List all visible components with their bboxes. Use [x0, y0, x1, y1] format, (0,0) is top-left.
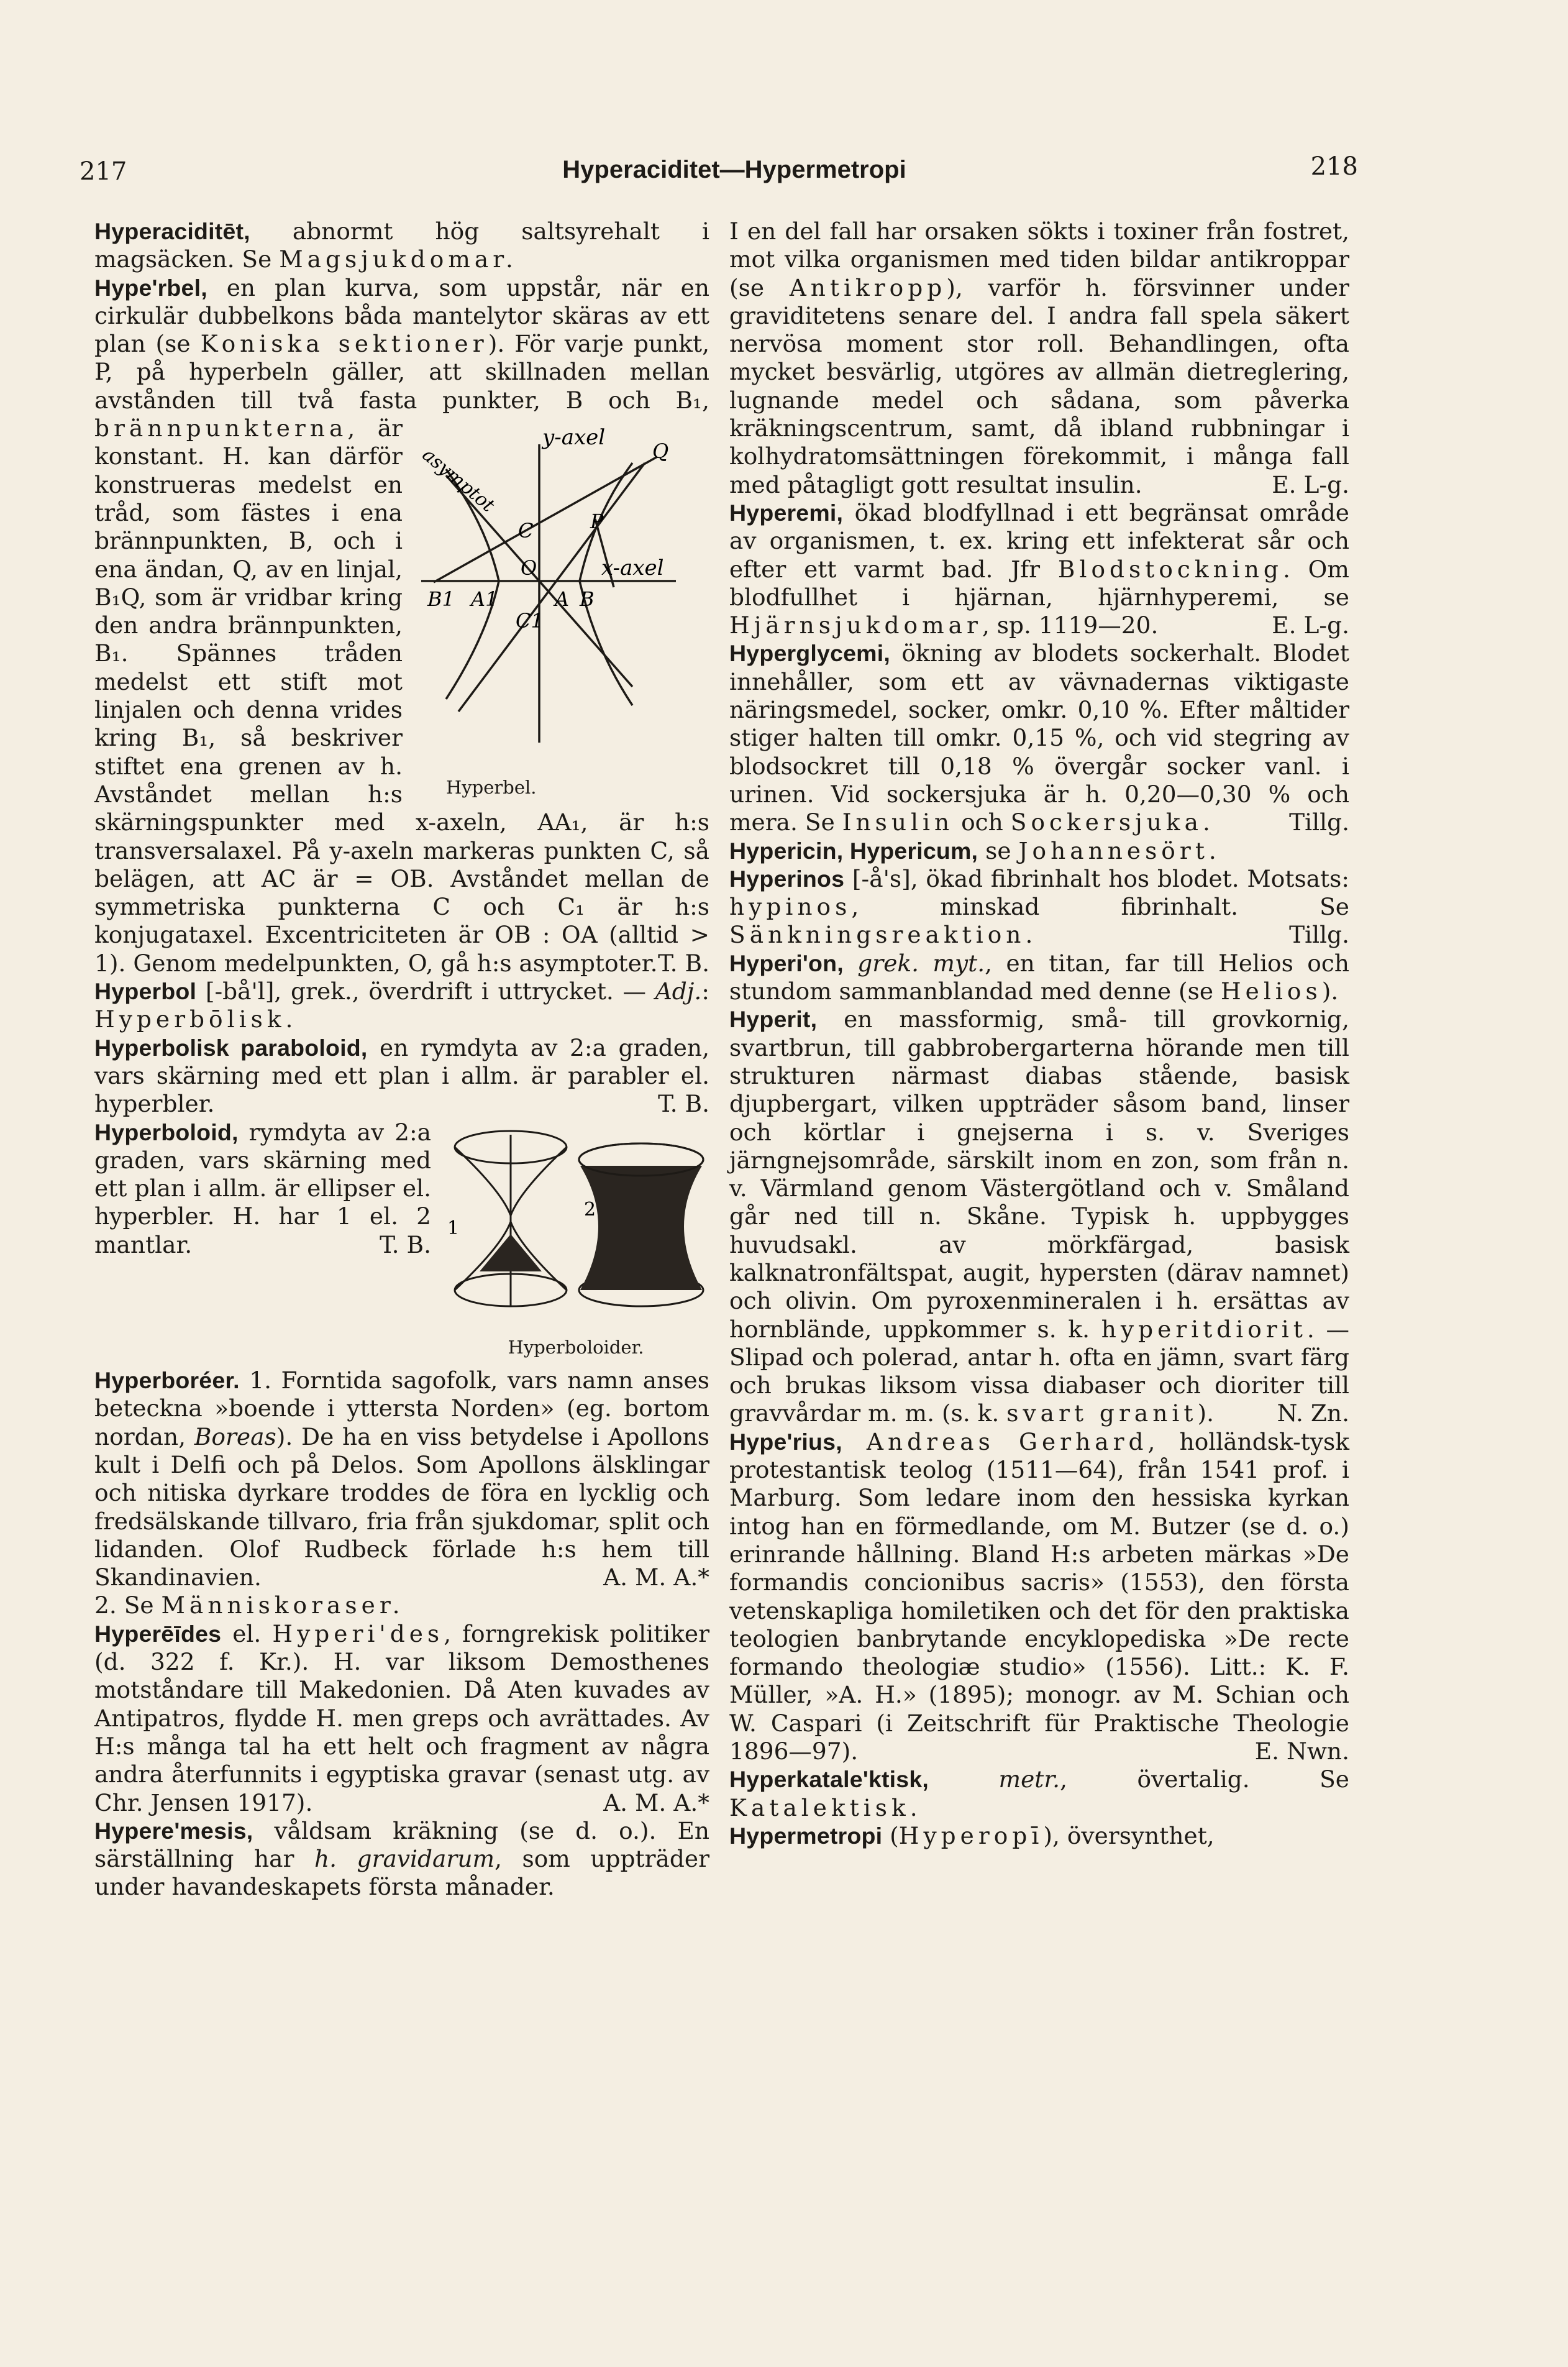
svg-text:O: O: [521, 556, 537, 580]
entry-hyperboreer-2: 2. Se Människoraser.: [94, 1591, 404, 1619]
svg-text:Q: Q: [652, 439, 669, 464]
svg-text:C: C: [518, 519, 534, 543]
headword: Hypermetropi: [729, 1822, 883, 1849]
entry-hypereides: Hyperēīdes el. Hyperi'des, forngrekisk politiker (d. 322 f. Kr.). H. var liksom Demosthenes motståndare till Makedonien. Då Aten kuvades av Antipatros, flydde H. men greps och avrättades. Av H:s många tal ha ett helt och fragment av några andra återfunnits i egyptiska gravar (senast utg. av Chr. Jensen 1917). A. M. A.*: [94, 1619, 710, 1816]
svg-text:C1: C1: [516, 609, 544, 633]
headword: Hypericin, Hypericum,: [729, 837, 978, 864]
figure-caption: Hyperboloider.: [508, 1336, 644, 1358]
cross-reference: Antikropp: [789, 273, 947, 301]
entry-hyperboloid: 1 2 Hyperboloider. Hyperboloid, rymdyta av 2:a graden, vars skärning med ett plan i allm. är ellipser el. hyperbler. H. har 1 el. 2 mantlar. T. B.: [94, 1119, 709, 1367]
cross-reference: Blodstockning: [1057, 555, 1283, 583]
entry-hypermetropi: Hypermetropi (Hyperopī), översynthet,: [729, 1821, 1215, 1849]
entry-hyperius: Hype'rius, Andreas Gerhard, holländsk-tysk protestantisk teolog (1511—64), från 1541 prof. i Marburg. Som ledare inom den hessiska kyrkan intog han en förmedlande, om M. Butzer (se d. o.) erinrande hållning. Bland H:s arbeten märkas »De formandis concionibus sacris» (1553), den första vetenskapliga homiletiken och det för den praktiska teologien banbrytande encyklopediska »De recte formando theologiæ studio» (1556). Litt.: K. F. Müller, »A. H.» (1895); monogr. av M. Schian och W. Caspari (i Zeitschrift für Praktische Theologie 1896—97). E. Nwn.: [729, 1427, 1350, 1765]
svg-text:x-axel: x-axel: [601, 556, 664, 581]
cross-reference: Hyperi'des: [272, 1619, 444, 1647]
headword: Hyperboloid,: [94, 1119, 239, 1145]
entry-hyperbolisk-paraboloid: Hyperbolisk paraboloid, en rymdyta av 2:a graden, vars skärning med ett plan i allm. är parabler el. hyperbler. T. B.: [94, 1033, 709, 1118]
signature: A. M. A.*: [603, 1564, 709, 1591]
entry-hyperaciditet: Hyperaciditēt, abnormt hög saltsyrehalt i magsäcken. Se Magsjukdomar.: [94, 217, 709, 273]
cross-reference: Koniska sektioner: [200, 330, 488, 358]
entry-hyperemi: Hyperemi, ökad blodfyllnad i ett begränsat område av organismen, t. ex. kring ett infekterat sår och efter ett varmt bad. Jfr Blodstockning. Om blodfullhet i hjärnan, hjärnhyperemi, se Hjärnsjukdomar, sp. 1119—20. E. L-g.: [729, 498, 1349, 639]
signature: E. L-g.: [1272, 470, 1349, 498]
signature: Tillg.: [1289, 921, 1349, 949]
figure-caption: Hyperbel.: [446, 777, 537, 799]
headword: Hypere'mesis,: [94, 1817, 253, 1844]
cross-reference: Sockersjuka.: [1010, 808, 1215, 836]
entry-hyperkatalektisk: Hyperkatale'ktisk, metr., övertalig. Se Katalektisk.: [729, 1765, 1349, 1821]
headword: Hyperinos: [729, 865, 845, 892]
cross-reference: Insulin: [842, 808, 954, 836]
headword: Hype'rius,: [729, 1428, 842, 1455]
svg-text:y-axel: y-axel: [542, 425, 606, 451]
cross-reference: Helios: [1220, 977, 1322, 1005]
cross-reference: Hjärnsjukdomar: [729, 611, 982, 639]
signature: Tillg.: [1289, 808, 1349, 836]
person-name: Andreas Gerhard,: [842, 1427, 1160, 1455]
signature: T. B.: [380, 1230, 431, 1258]
cross-reference: Människoraser.: [161, 1591, 404, 1619]
cross-reference: brännpunkterna: [94, 414, 348, 442]
running-title: Hyperaciditet—Hypermetropi: [562, 156, 906, 183]
headword: Hyperi'on,: [729, 950, 844, 976]
entry-hyperion: Hyperi'on, grek. myt., en titan, far till Helios och stundom sammanblandad med denne (se Helios).: [729, 949, 1350, 1005]
cross-reference: Magsjukdomar.: [279, 245, 517, 273]
headword: Hyperbol: [94, 978, 197, 1005]
svg-text:P: P: [590, 510, 604, 534]
svg-text:B: B: [580, 587, 595, 611]
cross-reference: Katalektisk.: [729, 1793, 922, 1821]
svg-text:asymptot: asymptot: [417, 444, 499, 517]
entry-hyperboreer: Hyperboréer. 1. Forntida sagofolk, vars namn anses beteckna »boende i yttersta Norden» (eg. bortom nordan, Boreas). De ha en viss betydelse i Apollons kult i Delfi och på Delos. Som Apollons älsklingar och nitiska dyrkare troddes de föra en lycklig och fredsälskande tillvaro, fria från sjukdomar, split och lidanden. Olof Rudbeck förlade h:s hem till Skandinavien. A. M. A.*: [94, 1367, 709, 1591]
headword: Hyperkatale'ktisk,: [729, 1766, 929, 1793]
cross-reference: Sänkningsreaktion.: [729, 921, 1037, 949]
right-column: [729, 217, 1349, 1850]
signature: N. Zn.: [1277, 1399, 1349, 1427]
signature: E. Nwn.: [1254, 1737, 1349, 1765]
hyperbel-figure: [409, 419, 701, 802]
svg-text:B1: B1: [427, 587, 455, 611]
headword: Hyperēīdes: [94, 1620, 222, 1647]
cross-reference: Hyperbōlisk.: [94, 1005, 298, 1033]
cross-reference: Johannesört.: [1018, 836, 1221, 864]
entry-hyperinos: Hyperinos [-å's], ökad fibrinhalt hos blodet. Motsats: hypinos, minskad fibrinhalt. Se Sänkningsreaktion. Tillg.: [729, 864, 1349, 949]
cross-reference: hyperitdiorit: [1101, 1315, 1307, 1343]
headword: Hyperboréer.: [94, 1367, 240, 1394]
left-column: [94, 217, 709, 1902]
svg-text:2: 2: [584, 1198, 596, 1220]
entry-hyperbel: Hype'rbel, en plan kurva, som uppstår, när en cirkulär dubbelkons båda mantelytor skäras av ett plan (se Koniska sektioner). För varje punkt, P, på hyperbeln gäller, att skillnaden mellan avstånden till två fasta punkter, B och B₁, y-axel x-axel asymptot Q P C C1 O B1 A1 A B Hyperbel. brännpunkterna, är konstant. H. kan därför konstrueras medelst en tråd, som fästes i ena brännpunkten, B, och i ena ändan, Q, av en linjal, B₁Q, som är vridbar kring den andra brännpunkten, B₁. Spännes tråden medelst ett stift mot linjalen och denna vrides kring B₁, så beskriver stiftet ena grenen av h. Avståndet mellan h:s skärningspunkter med x-axeln, AA₁, är h:s transversalaxel. På y-axeln markeras punkten C, så belägen, att AC är = OB. Avståndet mellan de symmetriska punkterna C och C₁ är h:s konjugataxel. Excentriciteten är OB : OA (alltid > 1). Genom medelpunkten, O, gå h:s asymptoter. T. B.: [94, 273, 709, 977]
cross-reference: hypinos: [729, 893, 852, 921]
entry-hyperemesis: Hypere'mesis, våldsam kräkning (se d. o.). En särställning har h. gravidarum, som uppträder under havandeskapets första månader.: [94, 1816, 710, 1901]
entry-hyperit: Hyperit, en massformig, små- till grovkornig, svartbrun, till gabbrobergarterna hörande men till strukturen närmast diabas stående, basisk djupbergart, vilken uppträder såsom band, linser och körtlar i gnejserna i s. v. Sveriges järngnejsområde, särskilt inom en zon, som från n. v. Värmland genom Västergötland och v. Småland går ned till n. Skåne. Typisk h. uppbygges huvudsakl. av mörkfärgad, basisk kalknatronfältspat, augit, hypersten (därav namnet) och olivin. Om pyroxenmineralen i h. ersättas av hornblände, uppkommer s. k. hyperitdiorit. — Slipad och polerad, antar h. ofta en jämn, svart färg och brukas liksom vissa diabaser och dioriter till gravvårdar m. m. (s. k. svart granit). N. Zn.: [729, 1005, 1350, 1427]
hyperboloid-diagram: [442, 1122, 709, 1327]
entry-hypericin: Hypericin, Hypericum, se Johannesört.: [729, 836, 1221, 864]
cross-reference: svart granit: [1006, 1399, 1198, 1427]
svg-text:1: 1: [447, 1217, 460, 1239]
left-page-number: 217: [80, 157, 127, 186]
signature: T. B.: [658, 949, 709, 977]
headword: Hyperemi,: [729, 499, 844, 526]
svg-text:A1: A1: [471, 587, 498, 611]
headword: Hyperaciditēt,: [94, 218, 250, 244]
hyperbel-diagram: [409, 419, 701, 767]
entry-hyperbol: Hyperbol [-bå'l], grek., överdrift i uttrycket. — Adj.: Hyperbōlisk.: [94, 977, 709, 1033]
headword: Hyperit,: [729, 1006, 818, 1033]
headword: Hyperbolisk paraboloid,: [94, 1034, 368, 1061]
entry-hyperemesis-cont: I en del fall har orsaken sökts i toxiner från fostret, mot vilka organismen med tiden bildar antikroppar (se Antikropp), varför h. försvinner under graviditetens senare del. I andra fall spela säkert nervösa moment stor roll. Behandlingen, ofta mycket besvärlig, utgöres av allmän dietreglering, lugnande medel och sådana, som påverka kräkningscentrum, samt, då ibland rubbningar i kolhydratomsättningen förekommit, i många fall med påtagligt gott resultat insulin. E. L-g.: [729, 217, 1349, 498]
page-header: [0, 152, 1568, 202]
signature: T. B.: [658, 1090, 709, 1118]
headword: Hype'rbel,: [94, 274, 207, 301]
svg-text:A: A: [555, 587, 570, 611]
signature: E. L-g.: [1272, 611, 1349, 639]
headword: Hyperglycemi,: [729, 640, 890, 667]
hyperboloid-figure: [442, 1122, 709, 1362]
entry-hyperglycemi: Hyperglycemi, ökning av blodets sockerhalt. Blodet innehåller, som ett av vävnadernas viktigaste näringsmedel, socker, omkr. 0,10 %. Efter måltider stiger halten till omkr. 0,15 %, och vid stegring av blodsockret till 0,18 % övergår socker vanl. i urinen. Vid sockersjuka är h. 0,20—0,30 % och mera. Se Insulin och Sockersjuka. Tillg.: [729, 639, 1349, 836]
right-page-number: 218: [1310, 152, 1358, 181]
signature: A. M. A.*: [603, 1788, 709, 1816]
cross-reference: Hyperopī: [898, 1821, 1044, 1849]
